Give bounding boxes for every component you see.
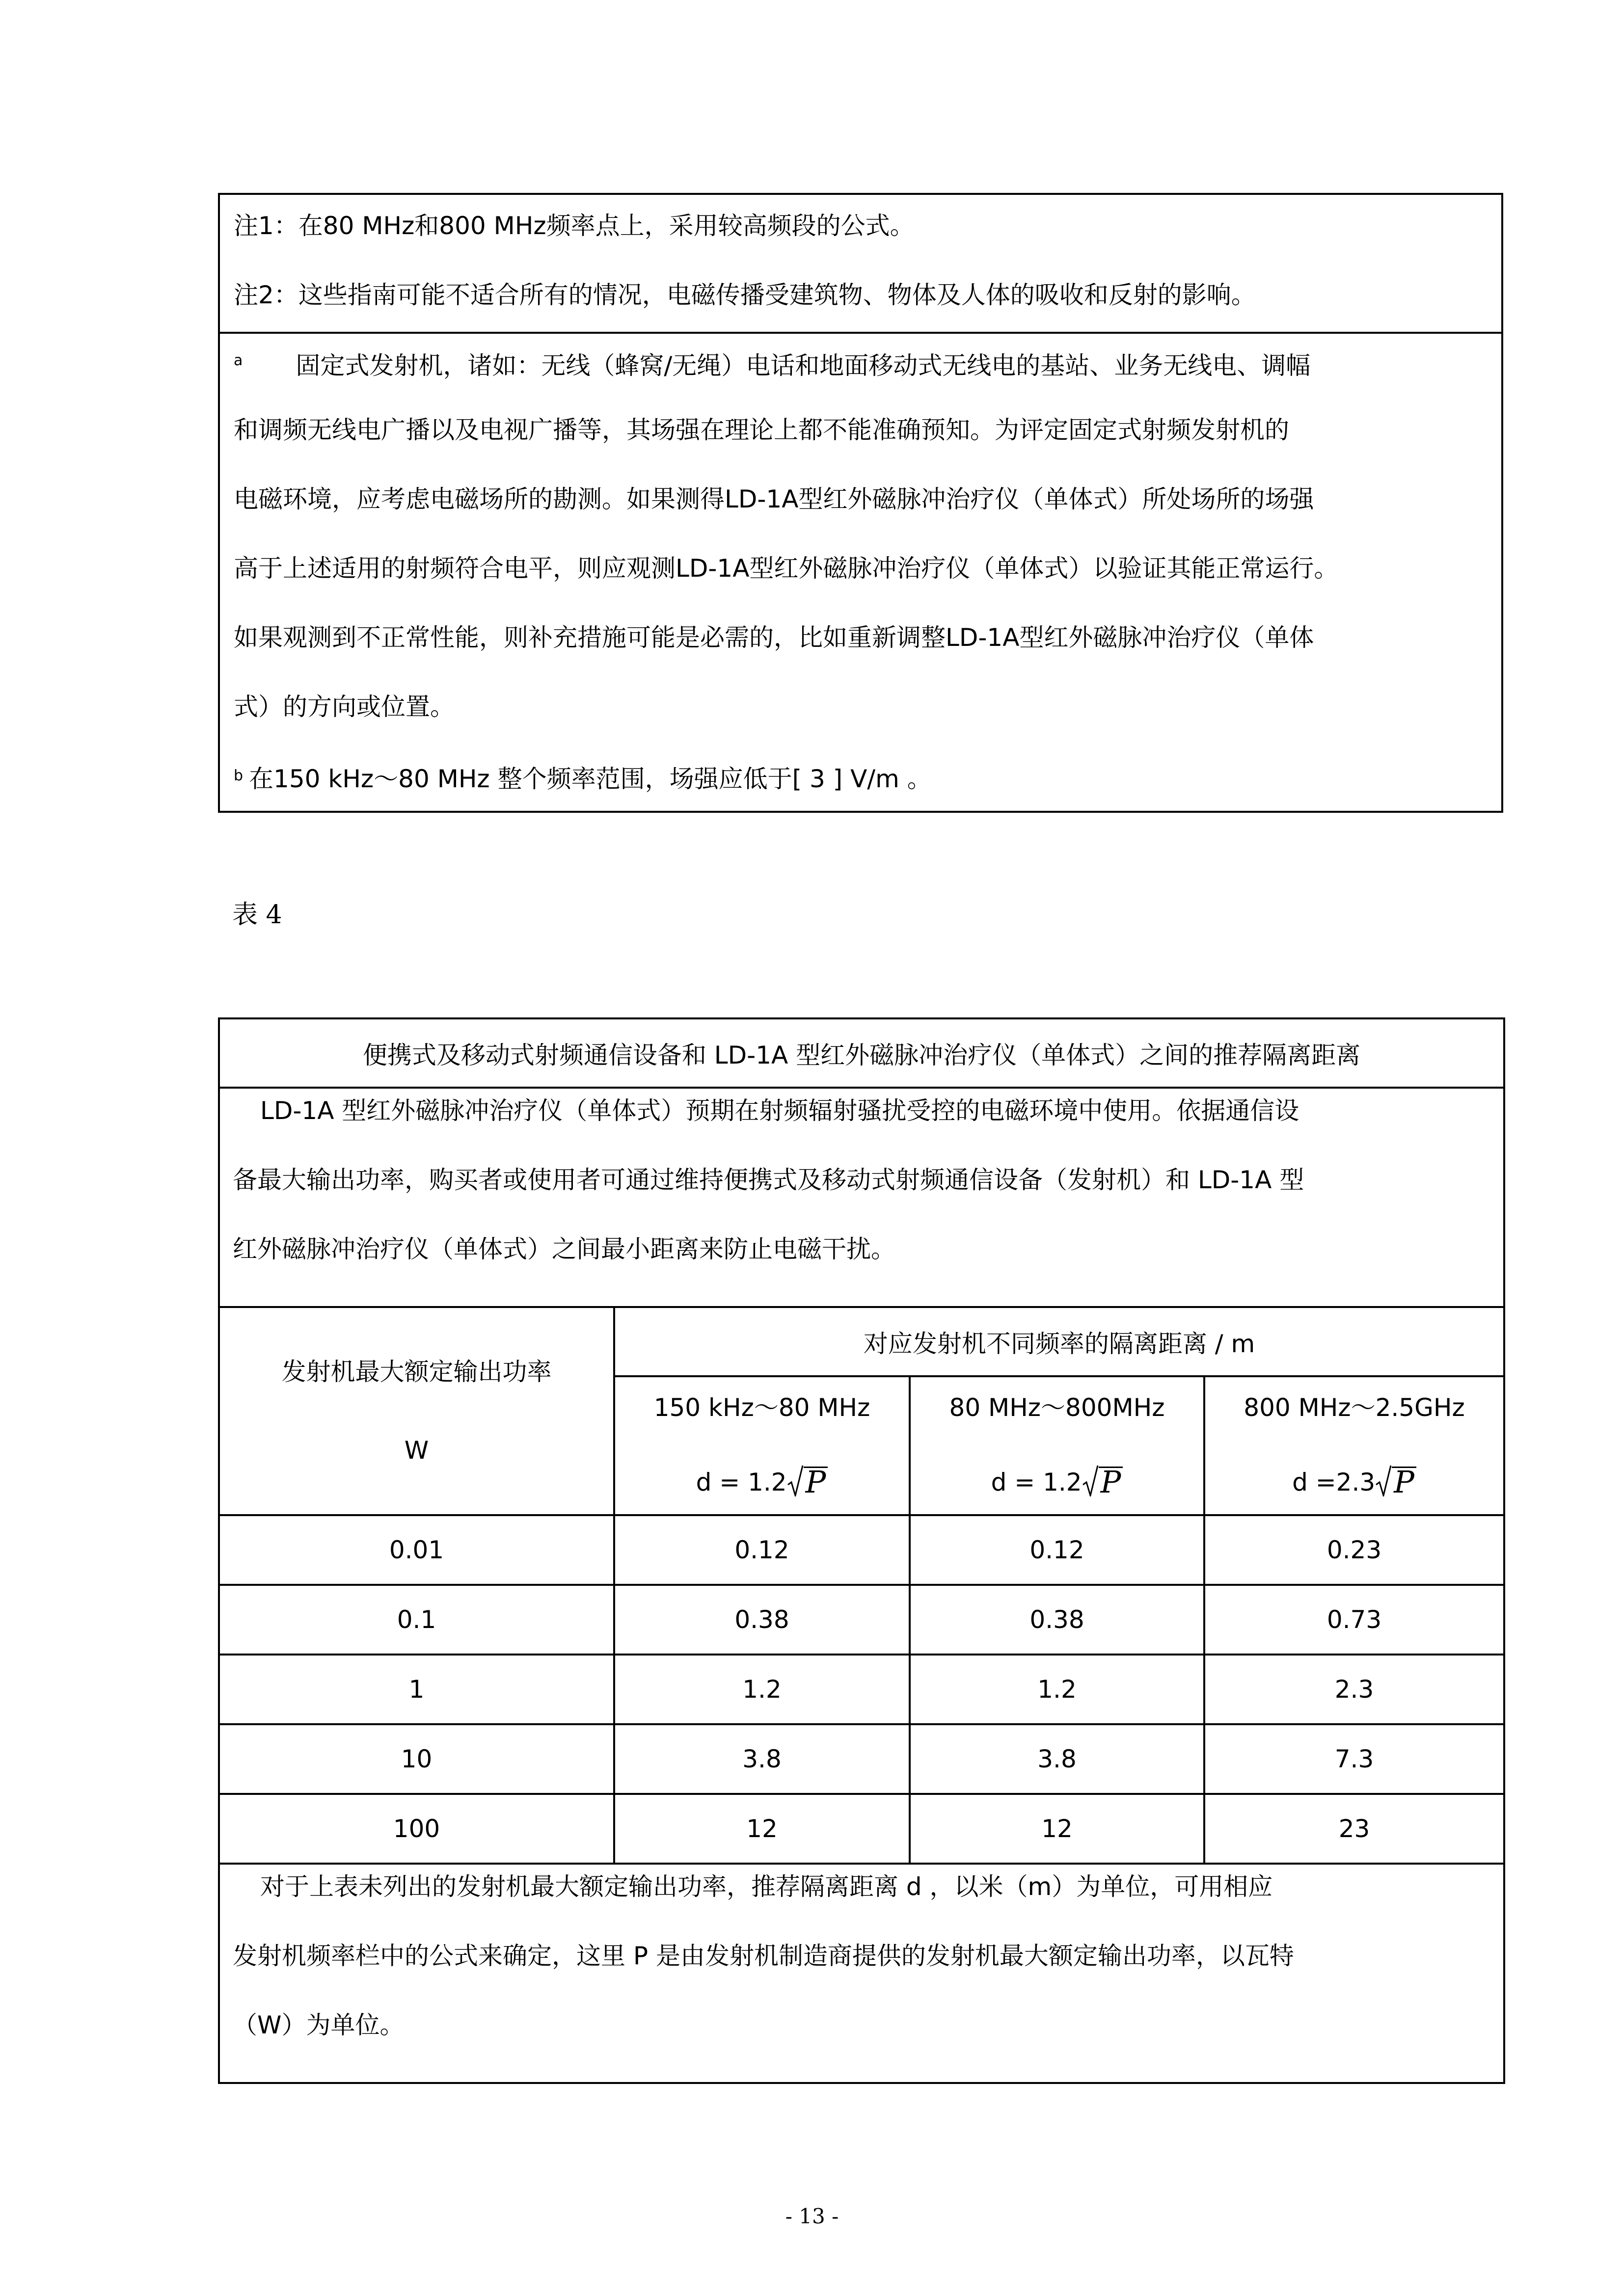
page-number: - 13 -: [785, 2204, 839, 2228]
footnote-b-marker: b: [234, 767, 244, 784]
table-intro: [219, 1088, 1504, 1307]
distance-value: 0.12: [910, 1515, 1204, 1585]
power-unit: W: [404, 1436, 429, 1465]
intro-line: 红外磁脉冲治疗仪（单体式）之间最小距离来防止电磁干扰。: [233, 1235, 895, 1263]
note-1: 注1：在80 MHz和800 MHz频率点上，采用较高频段的公式。: [234, 212, 915, 240]
footer-line: （W）为单位。: [233, 2011, 405, 2039]
note-2: 注2：这些指南可能不适合所有的情况，电磁传播受建筑物、物体及人体的吸收和反射的影响。: [234, 281, 1256, 309]
power-header: 发射机最大额定输出功率: [281, 1358, 552, 1386]
distance-value: 0.12: [614, 1515, 910, 1585]
notes-footnotes: [220, 334, 1501, 793]
notes-general: [220, 195, 1501, 334]
band-formula: [991, 1464, 1123, 1500]
power-value: 0.1: [219, 1585, 614, 1655]
distance-value: 3.8: [910, 1724, 1204, 1794]
distance-value: 3.8: [614, 1724, 910, 1794]
table-title: 便携式及移动式射频通信设备和 LD-1A 型红外磁脉冲治疗仪（单体式）之间的推荐隔离距离: [219, 1018, 1504, 1088]
table-row: [219, 1515, 1504, 1585]
distance-value: 0.38: [614, 1585, 910, 1655]
band-range: 150 kHz～80 MHz: [653, 1393, 870, 1422]
band-formula: [1292, 1464, 1416, 1500]
distance-value: 12: [614, 1794, 910, 1864]
footnote-a-line: 高于上述适用的射频符合电平，则应观测LD-1A型红外磁脉冲治疗仪（单体式）以验证其能正常运行。: [234, 554, 1339, 583]
band-range: 80 MHz～800MHz: [949, 1393, 1165, 1422]
footnote-a-line: 如果观测到不正常性能，则补充措施可能是必需的，比如重新调整LD-1A型红外磁脉冲治疗仪（单体: [234, 623, 1314, 652]
intro-line: LD-1A 型红外磁脉冲治疗仪（单体式）预期在射频辐射骚扰受控的电磁环境中使用。依据通信设: [260, 1096, 1299, 1125]
footnote-a-line: 电磁环境，应考虑电磁场所的勘测。如果测得LD-1A型红外磁脉冲治疗仪（单体式）所处场所的场强: [234, 485, 1314, 513]
separation-distance-table: [218, 1017, 1505, 2084]
header-row-1: [219, 1307, 1504, 1376]
footnote-b-line: [234, 764, 1488, 793]
table-row: [219, 1724, 1504, 1794]
footnote-a-line: 式）的方向或位置。: [234, 693, 455, 721]
distance-value: 12: [910, 1794, 1204, 1864]
distance-value: 23: [1204, 1794, 1504, 1864]
table-footer: [219, 1864, 1504, 2083]
footnote-a-line: [234, 348, 1488, 380]
table-label: 表 4: [232, 900, 282, 930]
sqrt-variable: P: [804, 1467, 828, 1496]
table-row: [219, 1585, 1504, 1655]
power-value: 100: [219, 1794, 614, 1864]
distance-value: 0.23: [1204, 1515, 1504, 1585]
band-header: [614, 1376, 910, 1515]
footnote-b-text: 在150 kHz～80 MHz 整个频率范围，场强应低于[ 3 ] V/m 。: [249, 765, 932, 793]
sqrt-variable: P: [1099, 1467, 1123, 1496]
footnote-a-line: 和调频无线电广播以及电视广播等，其场强在理论上都不能准确预知。为评定固定式射频发射机的: [234, 416, 1289, 444]
table-footer-row: [219, 1864, 1504, 2083]
table-title-row: [219, 1018, 1504, 1088]
band-header: [1204, 1376, 1504, 1515]
distance-value: 1.2: [614, 1655, 910, 1724]
distance-value: 1.2: [910, 1655, 1204, 1724]
footer-line: 对于上表未列出的发射机最大额定输出功率，推荐隔离距离 d ，以米（m）为单位，可用相应: [260, 1872, 1273, 1901]
sqrt-icon: [787, 1464, 828, 1500]
footnote-a-text: 固定式发射机，诸如：无线（蜂窝/无绳）电话和地面移动式无线电的基站、业务无线电、调幅: [296, 351, 1311, 380]
table-row: [219, 1794, 1504, 1864]
notes-box: [218, 193, 1503, 813]
band-range: 800 MHz～2.5GHz: [1244, 1393, 1465, 1422]
footnote-a-marker: a: [234, 352, 243, 369]
band-formula: [696, 1464, 828, 1500]
power-value: 1: [219, 1655, 614, 1724]
distance-value: 2.3: [1204, 1655, 1504, 1724]
power-header-cell: [219, 1307, 614, 1515]
footer-line: 发射机频率栏中的公式来确定，这里 P 是由发射机制造商提供的发射机最大额定输出功率，以瓦特: [233, 1942, 1294, 1970]
power-value: 10: [219, 1724, 614, 1794]
formula-prefix: d = 1.2: [696, 1468, 787, 1496]
sqrt-icon: [1082, 1464, 1123, 1500]
sqrt-icon: [1375, 1464, 1416, 1500]
intro-line: 备最大输出功率，购买者或使用者可通过维持便携式及移动式射频通信设备（发射机）和 LD-1A 型: [233, 1166, 1304, 1194]
table-row: [219, 1655, 1504, 1724]
table-intro-row: [219, 1088, 1504, 1307]
distance-value: 7.3: [1204, 1724, 1504, 1794]
distance-header: 对应发射机不同频率的隔离距离 / m: [614, 1307, 1504, 1376]
formula-prefix: d = 1.2: [991, 1468, 1082, 1496]
formula-prefix: d =2.3: [1292, 1468, 1376, 1496]
sqrt-variable: P: [1392, 1467, 1416, 1496]
distance-value: 0.73: [1204, 1585, 1504, 1655]
band-header: [910, 1376, 1204, 1515]
power-value: 0.01: [219, 1515, 614, 1585]
distance-value: 0.38: [910, 1585, 1204, 1655]
